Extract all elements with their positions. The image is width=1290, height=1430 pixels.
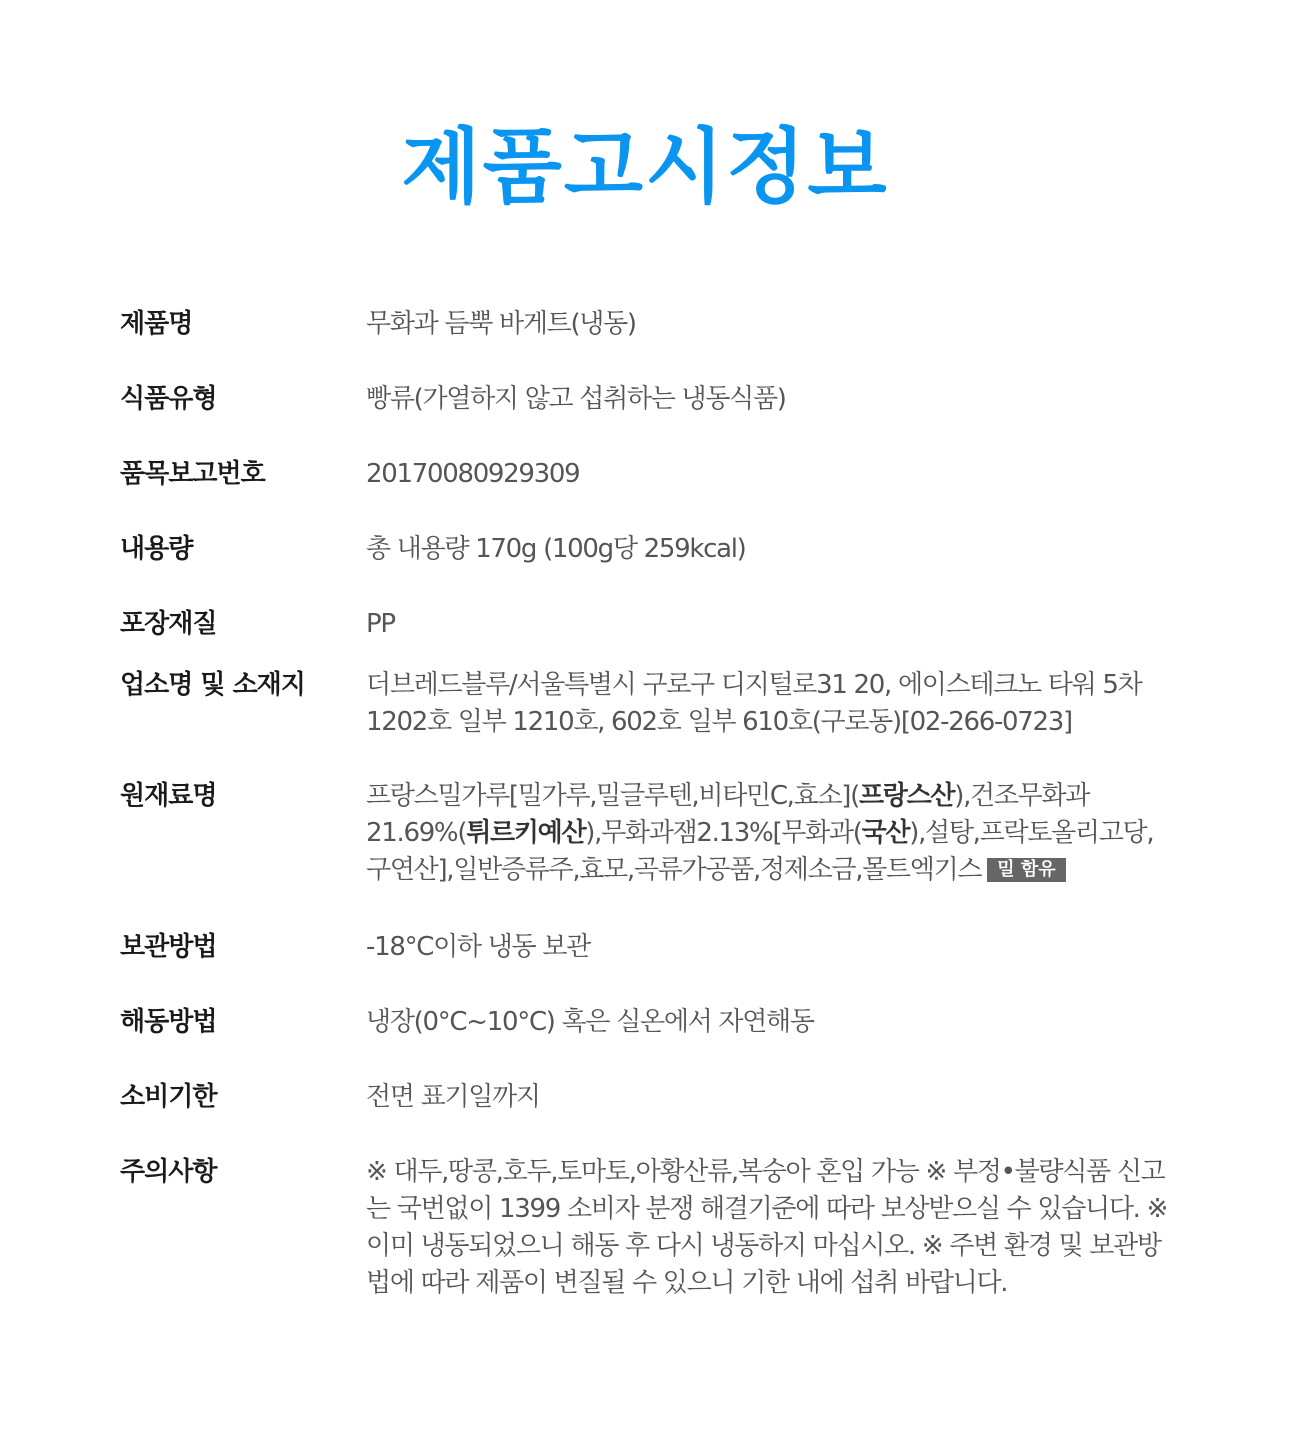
row-value: 20170080929309 bbox=[366, 459, 580, 489]
row-label: 내용량 bbox=[120, 534, 193, 564]
row-value: 더브레드블루/서울특별시 구로구 디지털로31 20, 에이스테크노 타워 5차 1202호 일부 1210호, 602호 일부 610호(구로동)[02-266-0723] bbox=[366, 670, 1142, 737]
row-label: 보관방법 bbox=[120, 932, 217, 962]
allergen-badge: 밀 함유 bbox=[987, 858, 1065, 882]
info-row-expiry bbox=[120, 1079, 1180, 1154]
info-row-thawing bbox=[120, 1004, 1180, 1079]
row-label: 해동방법 bbox=[120, 1007, 217, 1037]
row-value: 총 내용량 170g (100g당 259kcal) bbox=[366, 534, 746, 564]
info-row-food-type bbox=[120, 381, 1180, 456]
row-label: 제품명 bbox=[120, 309, 193, 339]
info-row-storage bbox=[120, 929, 1180, 1004]
info-row-content-amount bbox=[120, 531, 1180, 606]
row-label: 품목보고번호 bbox=[120, 459, 265, 489]
row-label: 식품유형 bbox=[120, 384, 217, 414]
product-info-table bbox=[120, 306, 1180, 1302]
row-value: PP bbox=[366, 609, 395, 639]
origin-highlight: 프랑스산 bbox=[858, 781, 955, 811]
info-row-product-name bbox=[120, 306, 1180, 381]
ingredients-value bbox=[366, 778, 1176, 889]
page-title: 제품고시정보 bbox=[401, 120, 889, 215]
info-row-caution bbox=[120, 1154, 1180, 1302]
info-row-report-number bbox=[120, 456, 1180, 531]
ingredients-text: 프랑스밀가루[밀가루,밀글루텐,비타민C,효소]( bbox=[366, 781, 859, 811]
row-label: 원재료명 bbox=[120, 781, 217, 811]
row-value: 냉장(0°C~10°C) 혹은 실온에서 자연해동 bbox=[366, 1007, 814, 1037]
row-label: 업소명 및 소재지 bbox=[120, 670, 305, 700]
row-label: 주의사항 bbox=[120, 1157, 217, 1187]
row-label: 소비기한 bbox=[120, 1082, 217, 1112]
row-value: 빵류(가열하지 않고 섭취하는 냉동식품) bbox=[366, 384, 786, 414]
ingredients-text: ),무화과잼2.13%[무화과( bbox=[585, 818, 862, 848]
info-row-packaging bbox=[120, 606, 1180, 667]
row-value: 무화과 듬뿍 바게트(냉동) bbox=[366, 309, 636, 339]
info-row-company bbox=[120, 667, 1180, 778]
origin-highlight: 튀르키예산 bbox=[466, 818, 586, 848]
row-value: 전면 표기일까지 bbox=[366, 1082, 540, 1112]
origin-highlight: 국산 bbox=[861, 818, 910, 848]
row-value: -18°C이하 냉동 보관 bbox=[366, 932, 590, 962]
row-value: ※ 대두,땅콩,호두,토마토,아황산류,복숭아 혼입 가능 ※ 부정•불량식품 신고는 국번없이 1399 소비자 분쟁 해결기준에 따라 보상받으실 수 있습니다. ※ 이미 냉동되었으니 해동 후 다시 냉동하지 마십시오. ※ 주변 환경 및 보관방법에 따라 제품이 변질될 수 있으니 기한 내에 섭취 바랍니다. bbox=[366, 1157, 1168, 1298]
row-label: 포장재질 bbox=[120, 609, 217, 639]
ingredients-text: ),건조무화과 21.69%( bbox=[366, 781, 1090, 848]
info-row-ingredients bbox=[120, 778, 1180, 929]
ingredients-text: ),설탕,프락토올리고당,구연산],일반증류주,효모,곡류가공품,정제소금,몰트엑기스 bbox=[366, 818, 1154, 885]
